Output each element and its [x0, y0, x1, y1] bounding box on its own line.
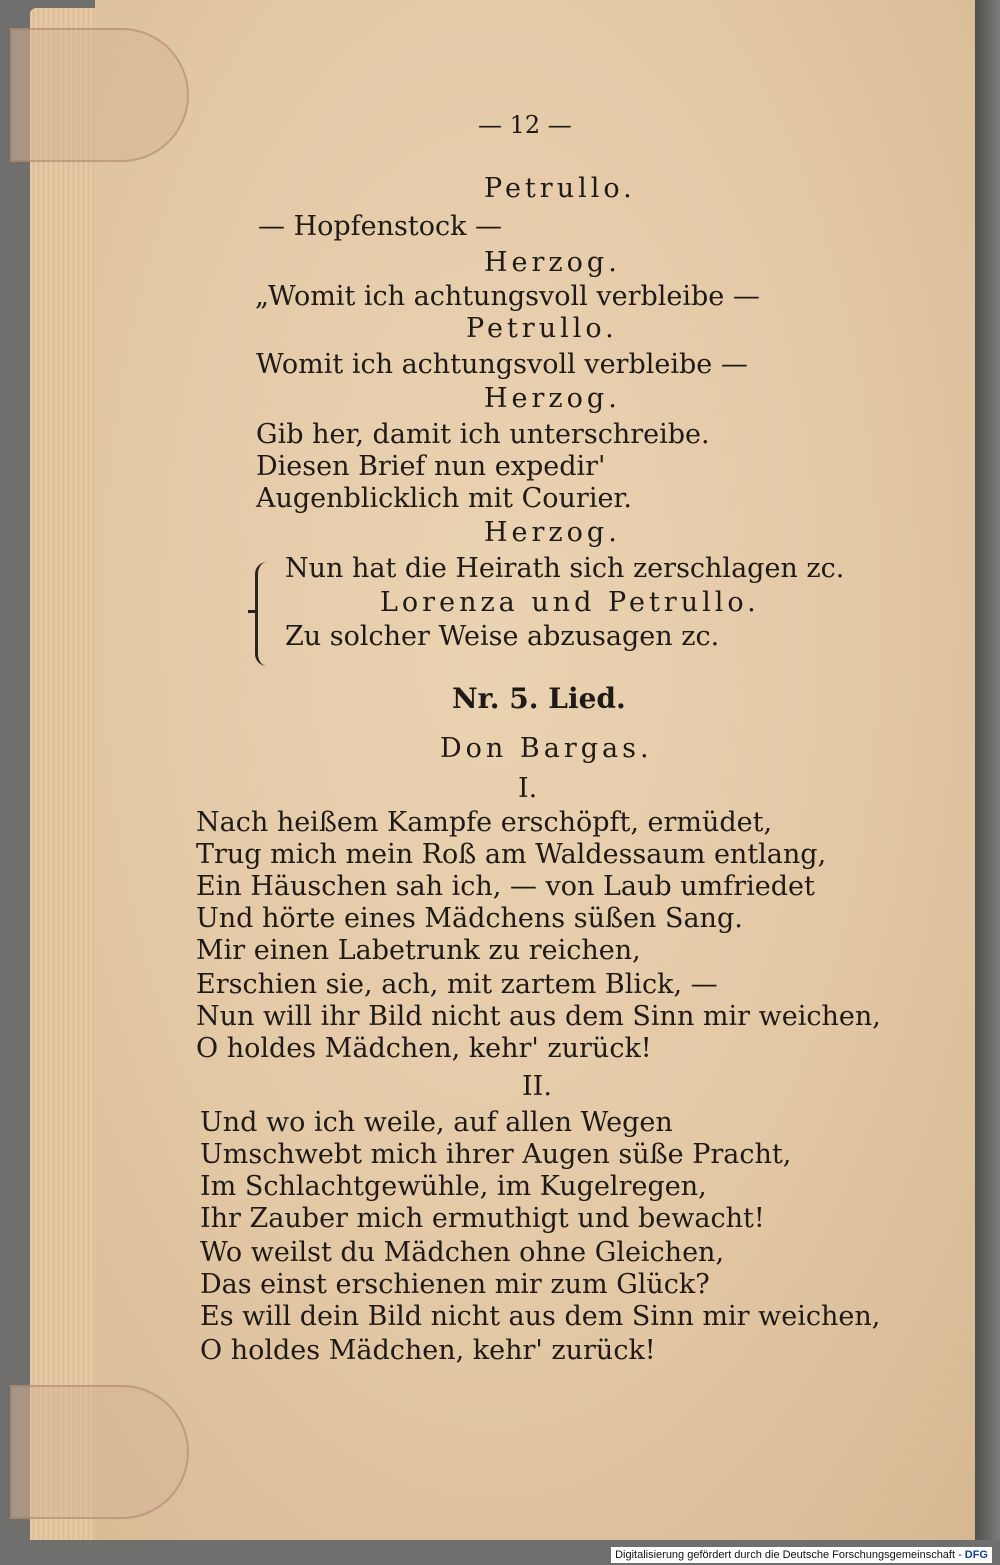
speaker-petrullo-1: Petrullo.: [484, 173, 636, 204]
verse-line: Wo weilst du Mädchen ohne Gleichen,: [200, 1237, 725, 1268]
speaker-herzog-2: Herzog.: [484, 383, 621, 414]
verse-number: II.: [522, 1071, 552, 1102]
verse-line: Trug mich mein Roß am Waldessaum entlang,: [196, 839, 827, 870]
verse-line: Und wo ich weile, auf allen Wegen: [200, 1107, 673, 1138]
verse-line: Und hörte eines Mädchens süßen Sang.: [196, 903, 743, 934]
text-line: „Womit ich achtungsvoll verbleibe —: [255, 281, 760, 312]
page-clip-bottom: [10, 1385, 189, 1519]
verse-line: Nach heißem Kampfe erschöpft, ermüdet,: [196, 807, 773, 838]
text-line: Zu solcher Weise abzusagen zc.: [285, 621, 720, 652]
verse-line: O holdes Mädchen, kehr' zurück!: [200, 1335, 656, 1366]
verse-line: Mir einen Labetrunk zu reichen,: [196, 935, 641, 966]
verse-number: I.: [518, 773, 538, 804]
text-line: Nun hat die Heirath sich zerschlagen zc.: [285, 553, 845, 584]
verse-line: Ein Häuschen sah ich, — von Laub umfriedet: [196, 871, 815, 902]
speaker-herzog-3: Herzog.: [484, 517, 621, 548]
dfg-logo: DFG: [964, 1549, 988, 1561]
text-line: Diesen Brief nun expedir': [256, 451, 606, 482]
text-line: Augenblicklich mit Courier.: [256, 483, 632, 514]
speaker-lorenza-petrullo: Lorenza und Petrullo.: [380, 587, 760, 618]
text-line: — Hopfenstock —: [258, 211, 503, 242]
gutter-shadow: [975, 0, 1000, 1540]
speaker-herzog-1: Herzog.: [484, 247, 621, 278]
verse-line: Nun will ihr Bild nicht aus dem Sinn mir weichen,: [196, 1001, 881, 1032]
credit-text: Digitalisierung gefördert durch die Deutsche Forschungsgemeinschaft -: [615, 1549, 962, 1561]
page-stack-edge: [30, 8, 100, 1548]
verse-line: O holdes Mädchen, kehr' zurück!: [196, 1033, 652, 1064]
verse-line: Es will dein Bild nicht aus dem Sinn mir weichen,: [200, 1301, 881, 1332]
digitization-credit: [611, 1547, 992, 1563]
page-clip-top: [10, 28, 189, 162]
text-line: Womit ich achtungsvoll verbleibe —: [256, 349, 748, 380]
bracket-tip: [248, 610, 258, 613]
page-number: — 12 —: [478, 111, 572, 139]
bracket: [255, 562, 272, 666]
verse-line: Im Schlachtgewühle, im Kugelregen,: [200, 1171, 707, 1202]
verse-line: Ihr Zauber mich ermuthigt und bewacht!: [200, 1203, 765, 1234]
verse-line: Das einst erschienen mir zum Glück?: [200, 1269, 710, 1300]
verse-line: Umschwebt mich ihrer Augen süße Pracht,: [200, 1139, 792, 1170]
song-heading: Nr. 5. Lied.: [452, 682, 626, 715]
speaker-petrullo-2: Petrullo.: [466, 313, 618, 344]
text-line: Gib her, damit ich unterschreibe.: [256, 419, 710, 450]
song-singer: Don Bargas.: [440, 733, 653, 764]
verse-line: Erschien sie, ach, mit zartem Blick, —: [196, 969, 718, 1000]
